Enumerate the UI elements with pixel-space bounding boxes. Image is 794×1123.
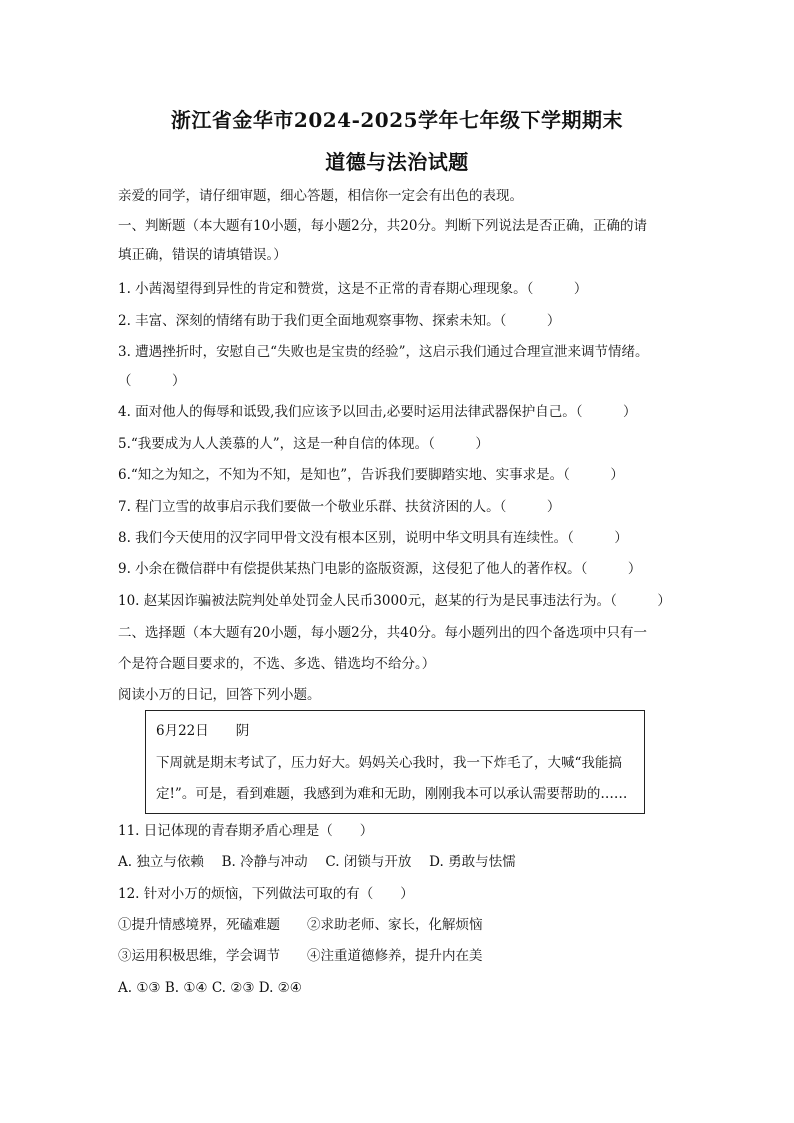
- question-12-items-2: ③运用积极思维，学会调节 ④注重道德修养，提升内在美: [118, 948, 483, 964]
- question-4: 4. 面对他人的侮辱和诋毁,我们应该予以回击,必要时运用法律武器保护自己。（ ）: [118, 404, 637, 420]
- question-8: 8. 我们今天使用的汉字同甲骨文没有根本区别，说明中华文明具有连续性。（ ）: [118, 530, 628, 546]
- question-3-blank: （ ）: [118, 373, 186, 389]
- question-3: 3. 遭遇挫折时，安慰自己“失败也是宝贵的经验”，这启示我们通过合理宣泄来调节情绪。: [118, 344, 649, 360]
- exam-title: 浙江省金华市2024-2025学年七年级下学期期末: [170, 108, 624, 132]
- question-1: 1. 小茜渴望得到异性的肯定和赞赏，这是不正常的青春期心理现象。（ ）: [118, 281, 588, 297]
- section1-heading: 一、判断题（本大题有10小题，每小题2分，共20分。判断下列说法是否正确，正确的请: [118, 218, 647, 234]
- question-12-options: A. ①③ B. ①④ C. ②③ D. ②④: [118, 980, 302, 996]
- question-11-options: A. 独立与依赖 B. 冷静与冲动 C. 闭锁与开放 D. 勇敢与怯懦: [118, 854, 516, 870]
- question-9: 9. 小余在微信群中有偿提供某热门电影的盗版资源，这侵犯了他人的著作权。（ ）: [118, 561, 642, 577]
- diary-text-line1: 下周就是期末考试了，压力好大。妈妈关心我时，我一下炸毛了，大喊“我能搞: [156, 755, 622, 771]
- question-6: 6.“知之为知之，不知为不知，是知也”，告诉我们要脚踏实地、实事求是。（ ）: [118, 467, 624, 483]
- question-11: 11. 日记体现的青春期矛盾心理是（ ）: [118, 823, 374, 839]
- section2-heading-cont: 个是符合题目要求的，不选、多选、错选均不给分。）: [118, 656, 436, 672]
- section2-heading: 二、选择题（本大题有20小题，每小题2分，共40分。每小题列出的四个备选项中只有一: [118, 625, 647, 641]
- question-10: 10. 赵某因诈骗被法院判处单处罚金人民币3000元，赵某的行为是民事违法行为。（ ）: [118, 593, 671, 609]
- diary-date: 6月22日 阴: [156, 723, 250, 739]
- question-2: 2. 丰富、深刻的情绪有助于我们更全面地观察事物、探索未知。（ ）: [118, 313, 561, 329]
- question-7: 7. 程门立雪的故事启示我们要做一个敬业乐群、扶贫济困的人。（ ）: [118, 499, 561, 515]
- reading-prompt: 阅读小万的日记，回答下列小题。: [118, 687, 321, 703]
- intro-text: 亲爱的同学，请仔细审题，细心答题，相信你一定会有出色的表现。: [118, 188, 523, 204]
- section1-heading-cont: 填正确，错误的请填错误。）: [118, 247, 287, 263]
- diary-text-line2: 定!”。可是，看到难题，我感到为难和无助，刚刚我本可以承认需要帮助的……: [156, 786, 628, 802]
- question-12-items-1: ①提升情感境界，死磕难题 ②求助老师、家长，化解烦恼: [118, 917, 483, 933]
- exam-subtitle: 道德与法治试题: [325, 150, 469, 174]
- question-12: 12. 针对小万的烦恼，下列做法可取的有（ ）: [118, 886, 414, 902]
- question-5: 5.“我要成为人人羡慕的人”，这是一种自信的体现。（ ）: [118, 436, 489, 452]
- diary-box: [145, 710, 645, 814]
